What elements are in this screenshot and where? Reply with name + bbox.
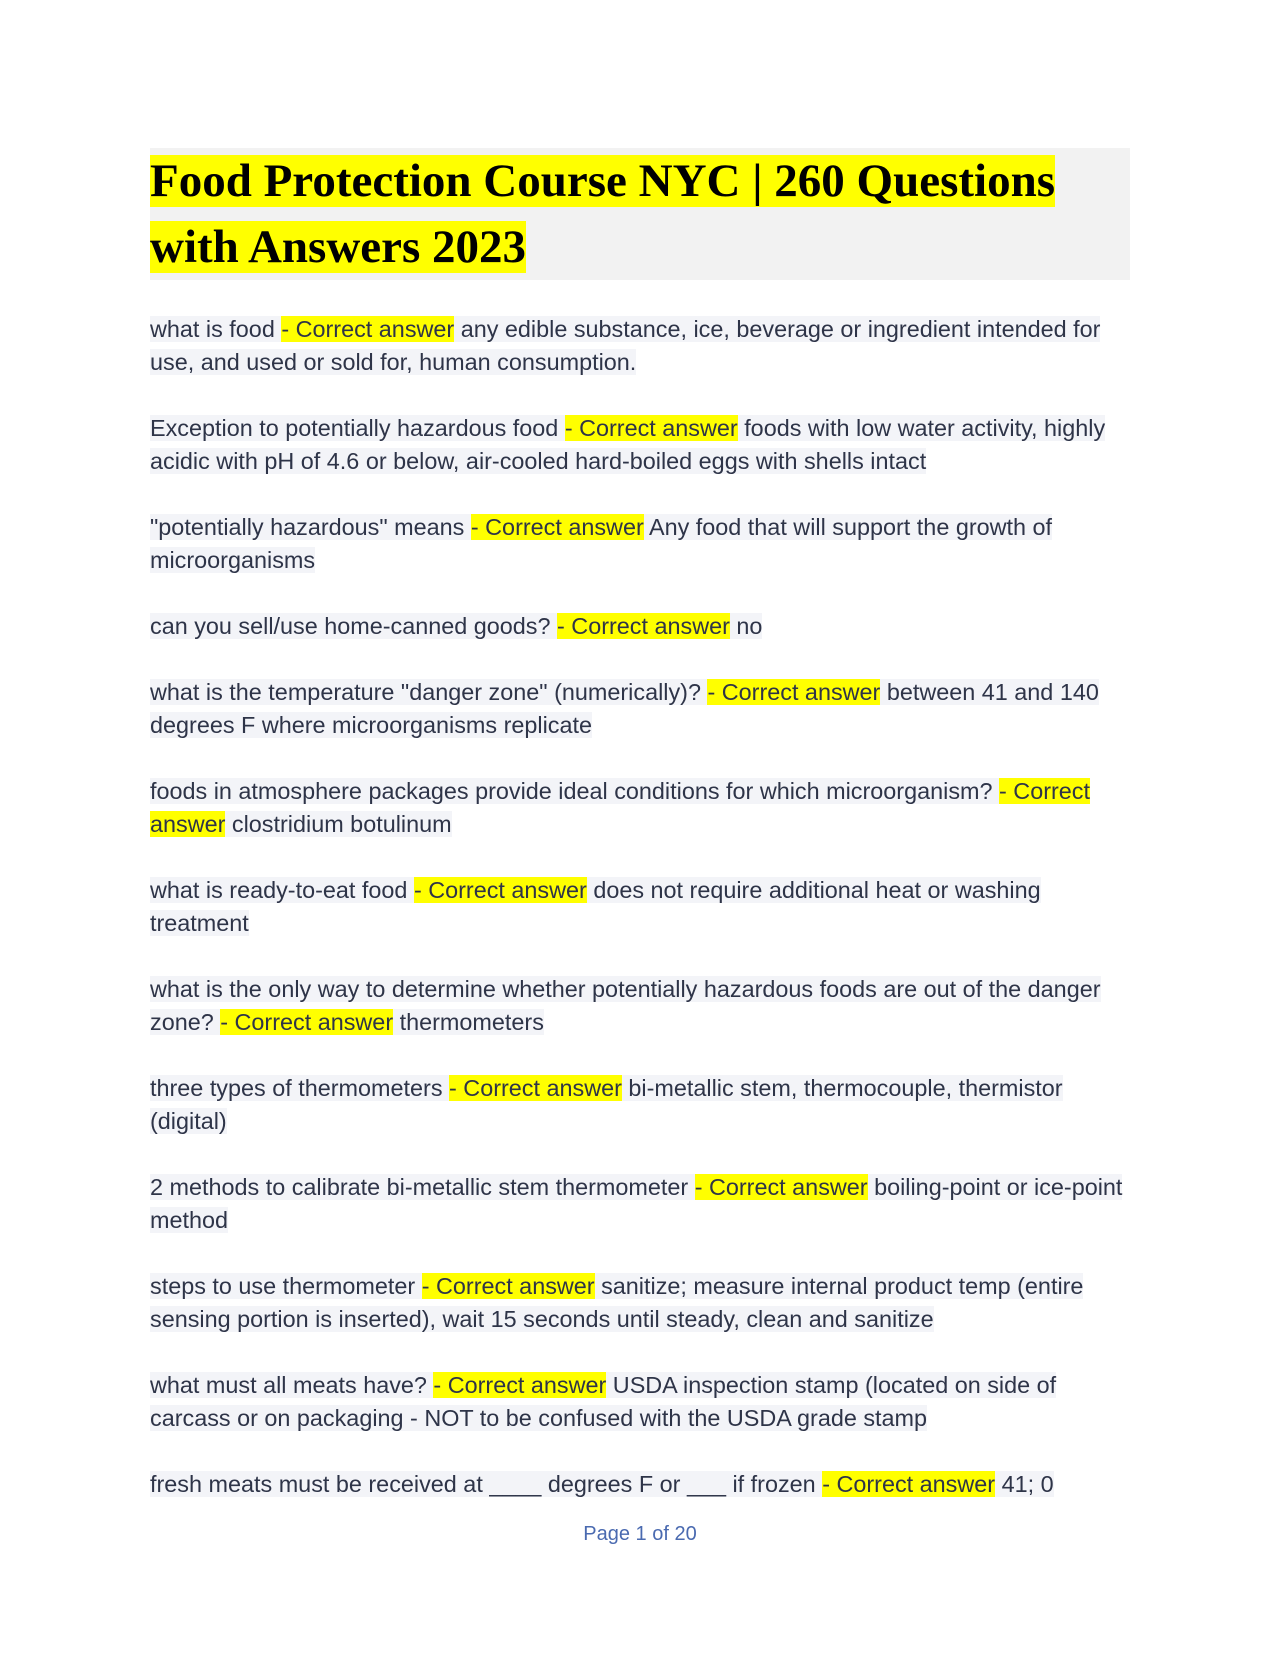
question-text: can you sell/use home-canned goods? bbox=[150, 613, 551, 639]
qa-item bbox=[150, 610, 1140, 643]
answer-text: sanitize; measure internal product temp (entire sensing portion is inserted), wait 15 seconds until steady, clean and sanitize bbox=[150, 1273, 1084, 1332]
answer-text: any edible substance, ice, beverage or ingredient intended for use, and used or sold for, human consumption. bbox=[150, 316, 1101, 375]
answer-text: foods with low water activity, highly acidic with pH of 4.6 or below, air-cooled hard-boiled eggs with shells intact bbox=[150, 415, 1106, 474]
document-title-text: Food Protection Course NYC | 260 Questions with Answers 2023 bbox=[150, 155, 1056, 273]
question-text: what is the only way to determine whether potentially hazardous foods are out of the danger zone? bbox=[150, 976, 1101, 1035]
question-text: what must all meats have? bbox=[150, 1372, 427, 1398]
document-title bbox=[150, 148, 1130, 280]
qa-item bbox=[150, 874, 1140, 940]
qa-item bbox=[150, 1270, 1140, 1336]
correct-answer-marker: - Correct answer bbox=[707, 679, 881, 705]
answer-text: clostridium botulinum bbox=[231, 811, 452, 837]
correct-answer-marker: - Correct answer bbox=[694, 1174, 868, 1200]
answer-text: between 41 and 140 degrees F where microorganisms replicate bbox=[150, 679, 1099, 738]
qa-item bbox=[150, 1369, 1140, 1435]
question-text: what is the temperature "danger zone" (numerically)? bbox=[150, 679, 701, 705]
answer-text: 41; 0 bbox=[1001, 1471, 1054, 1497]
answer-text: boiling-point or ice-point method bbox=[150, 1174, 1123, 1233]
page-number-footer: Page 1 of 20 bbox=[583, 1523, 697, 1545]
question-text: foods in atmosphere packages provide ideal conditions for which microorganism? bbox=[150, 778, 993, 804]
correct-answer-marker: - Correct answer bbox=[413, 877, 587, 903]
qa-item bbox=[150, 511, 1140, 577]
correct-answer-marker: - Correct answer bbox=[150, 778, 1090, 837]
question-text: three types of thermometers bbox=[150, 1075, 443, 1101]
correct-answer-marker: - Correct answer bbox=[421, 1273, 595, 1299]
answer-text: thermometers bbox=[399, 1009, 544, 1035]
answer-text: Any food that will support the growth of microorganisms bbox=[150, 514, 1053, 573]
qa-item bbox=[150, 676, 1140, 742]
answer-text: no bbox=[736, 613, 763, 639]
question-text: "potentially hazardous" means bbox=[150, 514, 465, 540]
correct-answer-marker: - Correct answer bbox=[470, 514, 644, 540]
qa-item bbox=[150, 1171, 1140, 1237]
qa-item bbox=[150, 313, 1140, 379]
correct-answer-marker: - Correct answer bbox=[822, 1471, 996, 1497]
answer-text: USDA inspection stamp (located on side of carcass or on packaging - NOT to be confused with the USDA grade stamp bbox=[150, 1372, 1057, 1431]
question-text: what is food bbox=[150, 316, 275, 342]
correct-answer-marker: - Correct answer bbox=[557, 613, 730, 639]
qa-item bbox=[150, 1072, 1140, 1138]
qa-list bbox=[150, 313, 1140, 1534]
correct-answer-marker: - Correct answer bbox=[449, 1075, 622, 1101]
question-text: what is ready-to-eat food bbox=[150, 877, 408, 903]
qa-item bbox=[150, 775, 1140, 841]
qa-item bbox=[150, 412, 1140, 478]
question-text: Exception to potentially hazardous food bbox=[150, 415, 559, 441]
qa-item bbox=[150, 1468, 1140, 1501]
question-text: steps to use thermometer bbox=[150, 1273, 416, 1299]
answer-text: does not require additional heat or washing treatment bbox=[150, 877, 1041, 936]
answer-text: bi-metallic stem, thermocouple, thermistor (digital) bbox=[150, 1075, 1063, 1134]
correct-answer-marker: - Correct answer bbox=[564, 415, 738, 441]
qa-item bbox=[150, 973, 1140, 1039]
question-text: 2 methods to calibrate bi-metallic stem thermometer bbox=[150, 1174, 689, 1200]
correct-answer-marker: - Correct answer bbox=[433, 1372, 607, 1398]
correct-answer-marker: - Correct answer bbox=[220, 1009, 394, 1035]
question-text: fresh meats must be received at ____ degrees F or ___ if frozen bbox=[150, 1471, 816, 1497]
correct-answer-marker: - Correct answer bbox=[281, 316, 455, 342]
